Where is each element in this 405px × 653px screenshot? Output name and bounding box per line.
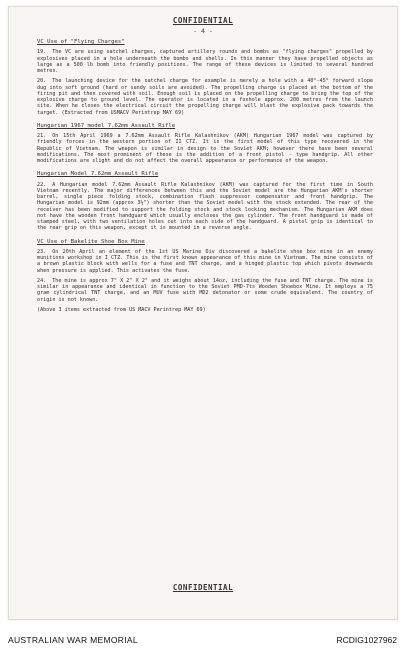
paragraph-text: On 15th April 1969 a 7.62mm Assault Rifle Kalashnikov (AKM) Hungarian 1967 model was captured by friendly forces in the western portion of II CTZ. It is the first model of this type recovered in the Republic of Vietnam. The weapon is similar in design to the Soviet AKM; however there have been several modifications. The most prominent of these is the addition of a front pistol - type handgrip. All other modifications are slight and do not affect the overall appearance or performance of the weapon. [37, 133, 373, 164]
paragraph-text: The mine is approx 7" X 2" X 2" and it weighs about 14oz, including the fuse and TNT charge. The mine is similar in appearance and identical in function to the Soviet PMD-7ts Wooden Shoebox Mine. It employs a 75 gram cylindrical TNT charge, and an MUV fuse with MD2 detonator or some crude equivalent. The country of origin is not known. [37, 277, 373, 303]
classification-marking-top: CONFIDENTIAL [172, 16, 234, 25]
document-body [37, 39, 373, 317]
document-page [8, 6, 398, 620]
source-note: (Above 3 items extracted from US MACV Perintrep MAY 69) [37, 306, 206, 313]
paragraph-number: 24. [37, 277, 47, 284]
paragraph-number: 21. [37, 133, 47, 139]
paragraph-text: The VC are using satchel charges, captured artillery rounds and bombs as "flying charges" propelled by explosives placed in a hole underneath the bombs and shells. In this manner they have propelled objects as large as a 500 lb bomb into friendly positions. The range of these devices is limited to several hundred metres. [37, 49, 373, 74]
classification-marking-bottom: CONFIDENTIAL [172, 583, 234, 592]
paragraph-number: 19. [37, 49, 47, 56]
paragraph-number: 22. [37, 181, 47, 188]
section-heading-hungarian-model-rifle: Hungarian Model 7.62mm Assault Rifle [37, 171, 159, 178]
page-number: - 4 - [193, 27, 213, 35]
section-heading-hungarian-1967-rifle: Hungarian 1967 model 7.62mm Assault Rifle [37, 122, 176, 129]
section-heading-shoe-box-mine: VC Use of Bakelite Shoe Box Mine [37, 238, 145, 245]
paragraph-text: The launching device for the satchel charge for example is merely a hole with a 40°-45° forward slope dug into soft ground (hard or sandy soils are avoided). The propelling charge is placed at the bottom of the firing pit and then covered with soil. Enough soil is placed on the propelling charge to bring the top of the explosive charge to ground level. The operator is located in a foxhole approx. 200 metres from the launch site. When he closes the electrical circuit the propelling charge will blast the explosive pack towards the target. (Extracted from USMACV Perintrep MAY 69) [37, 78, 373, 116]
archive-footer [0, 633, 405, 649]
paragraph-23 [37, 249, 373, 274]
paragraph-19 [37, 49, 373, 74]
paragraph-20 [37, 78, 373, 116]
paragraph-text: On 20th April an element of the 1st US Marine Div discovered a bakelite shoe box mine in an enemy munitions workshop in I CTZ. This is the first known appearance of this mine in Vietnam. The mine consists of a brown plastic block with wells for a fuse and TNT charge, and a hinged plastic top which pivots downwards when pressure is applied. This activates the fuse. [37, 248, 373, 274]
paragraph-21 [37, 133, 373, 164]
paragraph-text: A Hungarian model 7.62mm Assault Rifle Kalashnikov (AKM) was captured for the first time in South Vietnam recently. The major differences between this and the Soviet model are the Hungarian AKM's shorter barrel, single piece folding stock, combination flash suppressor compensator and front handgrip. The Hungarian model is 92mm (approx 3½") shorter than the Soviet model with the stock extended. The rear of the receiver has been modified to support the folding stock and stock locking mechanism. The Hungarian AKM does not have the wooden front handguard which usually encloses the gas cylinder. The front handguard is made of stamped steel, with two ventilation holes cut into each side of the handguard. A pistol grip is identical to the rear grip on this weapon, except it is mounted in a reverse angle. [37, 181, 373, 232]
section-heading-flying-charges: VC Use of "Flying Charges" [37, 39, 125, 45]
record-id: RCDIG1027962 [336, 635, 397, 645]
archive-name: AUSTRALIAN WAR MEMORIAL [8, 635, 138, 645]
paragraph-number: 23. [37, 248, 47, 255]
paragraph-22 [37, 182, 373, 232]
paragraph-24 [37, 278, 373, 303]
paragraph-number: 20. [37, 78, 47, 85]
